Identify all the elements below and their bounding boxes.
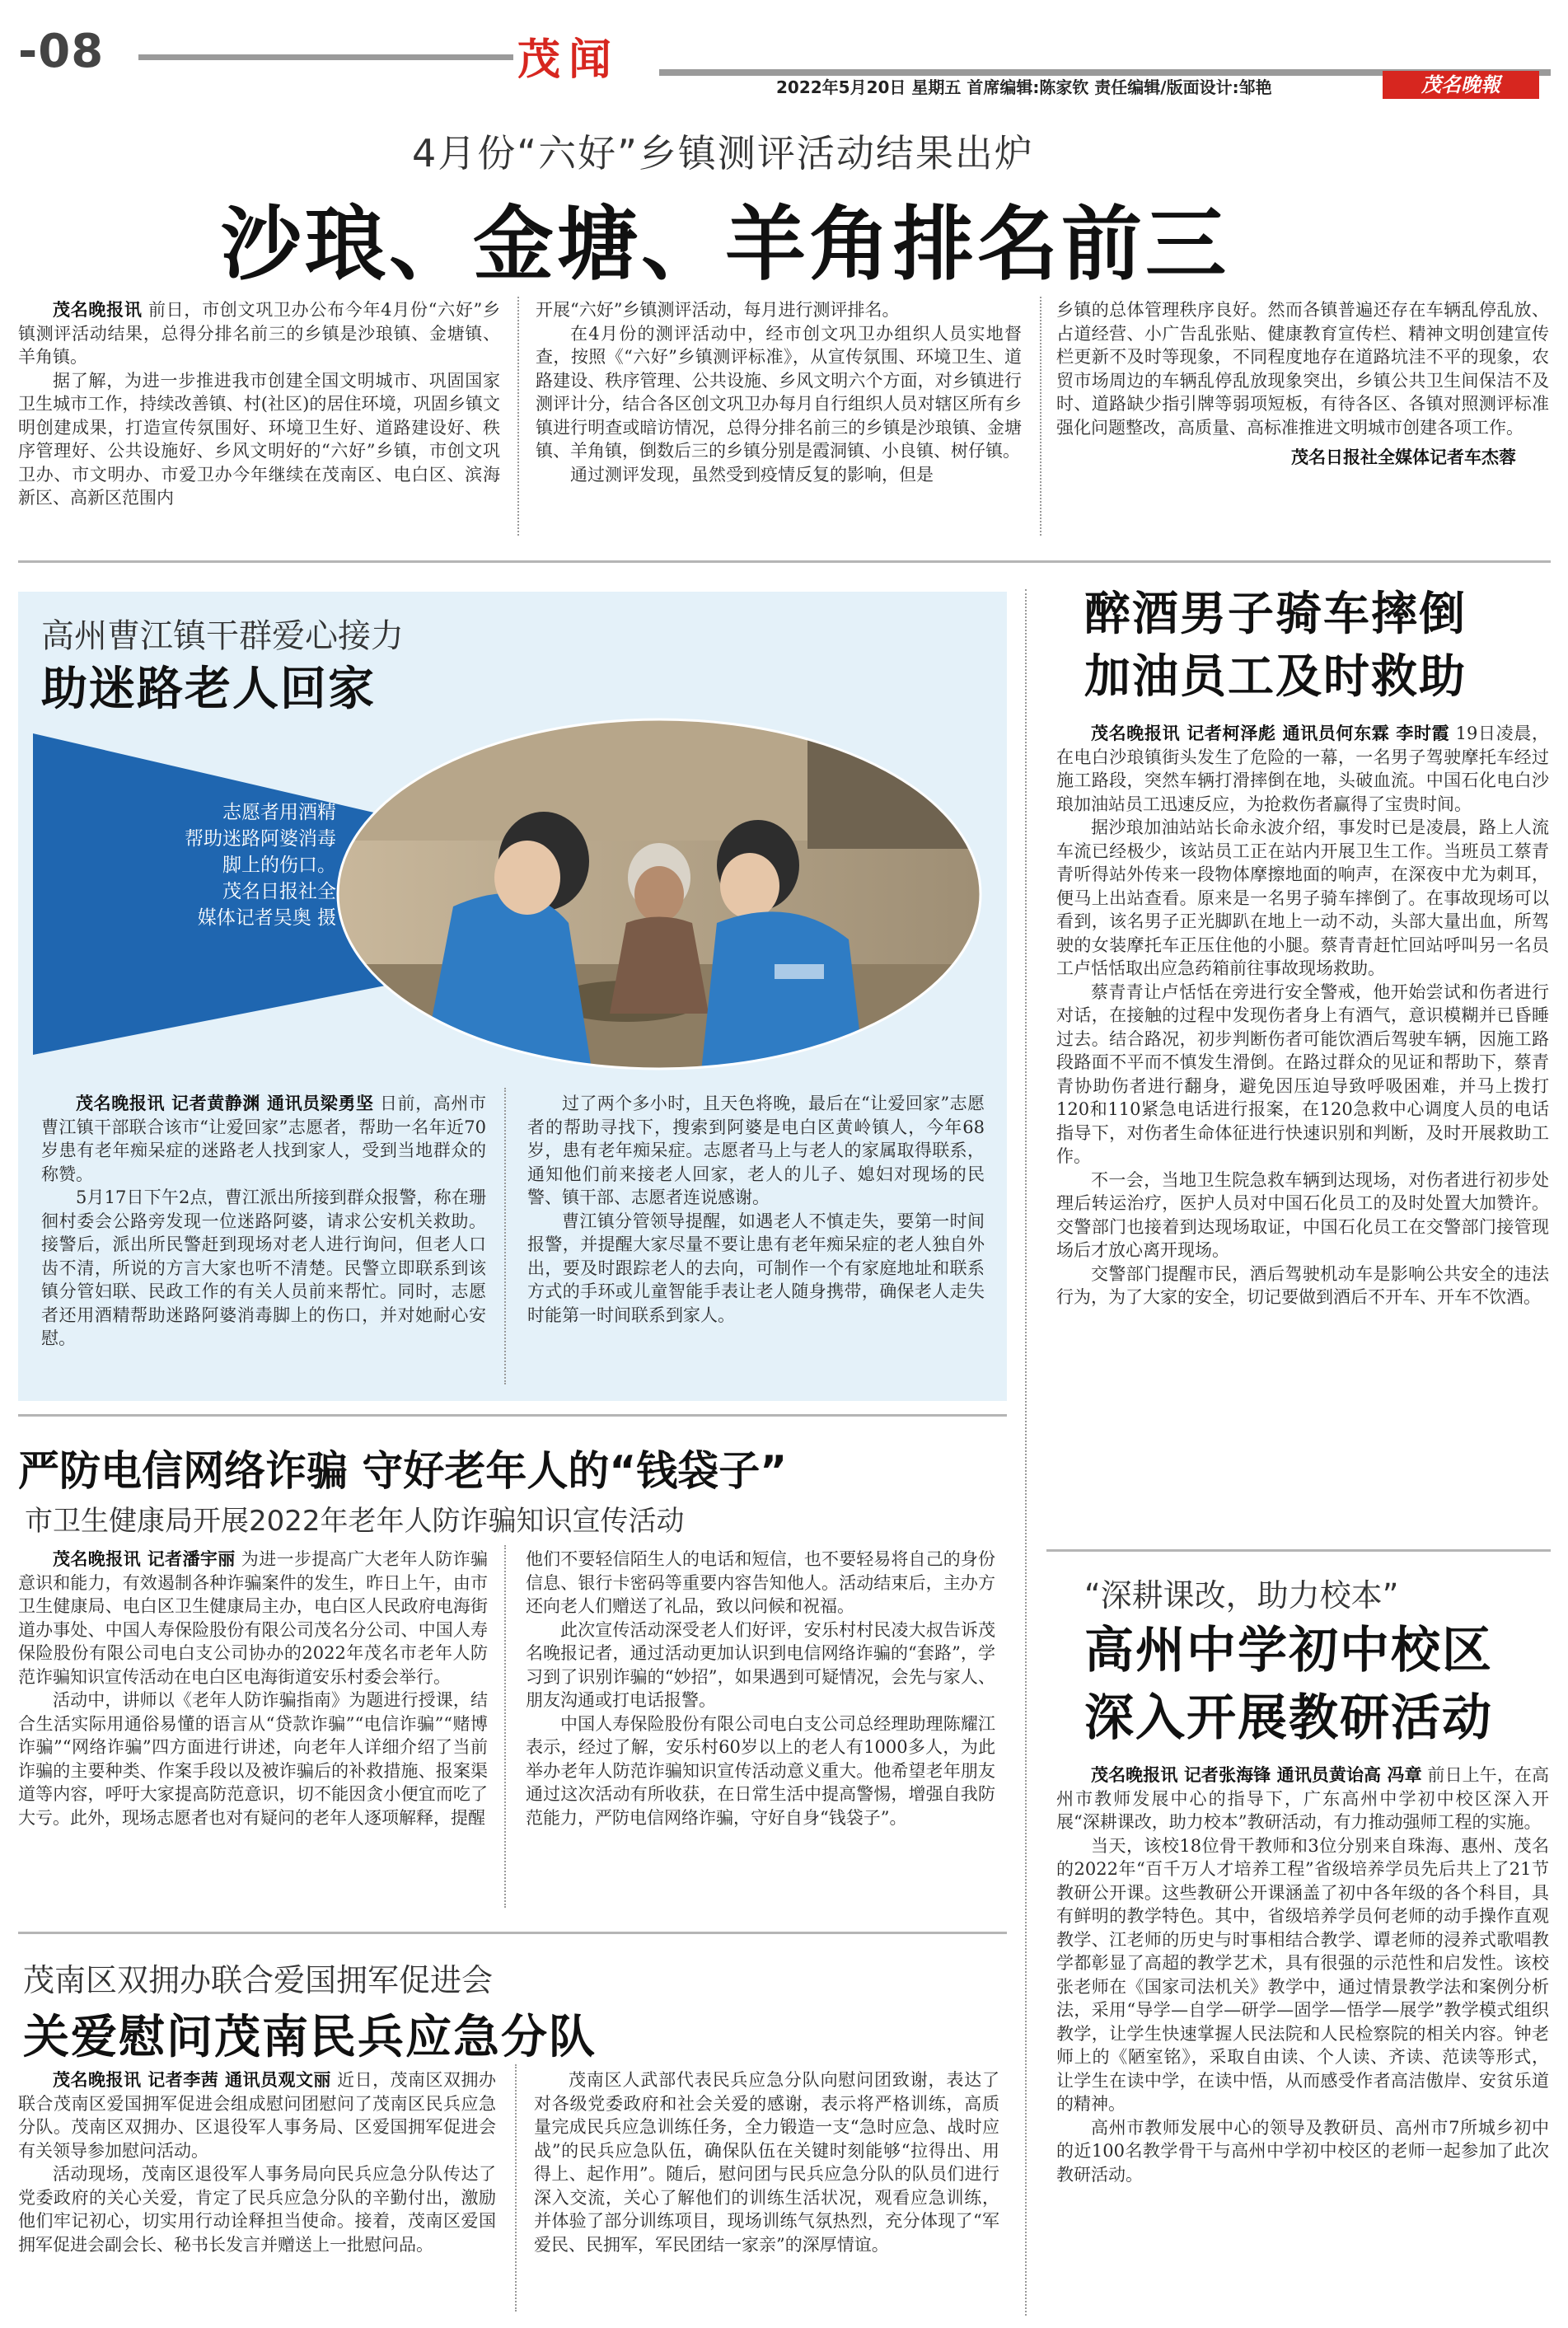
story1-paragraph: 开展“六好”乡镇测评活动，每月进行测评排名。 bbox=[536, 300, 900, 320]
story2-kicker: 高州曹江镇干群爱心接力 bbox=[41, 617, 404, 655]
newspaper-logo-text: 茂名晚報 bbox=[1421, 73, 1500, 96]
story1-paragraph: 乡镇的总体管理秩序良好。然而各镇普遍还存在车辆乱停乱放、占道经营、小广告乱张贴、健康教育宣传栏、精神文明创建宣传栏更新不及时等现象，不同程度地存在道路坑洼不平的现象，农贸市场周边的车辆乱停乱放现象突出，乡镇公共卫生间保洁不及时、道路缺少指引牌等弱项短板，有待各区、各镇对照测评标准强化问题整改，高质量、高标准推进文明城市创建各项工作。 bbox=[1056, 300, 1549, 438]
photo-caption-line: 帮助迷路阿婆消毒 bbox=[185, 828, 336, 850]
byline-tag: 茂名晚报讯 bbox=[53, 300, 143, 320]
story3-paragraph: 活动中，讲师以《老年人防诈骗指南》为题进行授课，结合生活实际用通俗易懂的语言从“贷款诈骗”“电信诈骗”“赌博诈骗”“网络诈骗”四方面进行讲述，向老年人详细介绍了当前诈骗的主要种类、作案手段以及被诈骗后的补救措施、报案渠道等内容，呼吁大家提高防范意识，切不能因贪小便宜而吃了大亏。此外，现场志愿者也对有疑问的老年人逐项解释，提醒 bbox=[18, 1690, 488, 1828]
story3-subhead: 市卫生健康局开展2022年老年人防诈骗知识宣传活动 bbox=[25, 1505, 685, 1538]
story6-paragraph: 当天，该校18位骨干教师和3位分别来自珠海、惠州、茂名的2022年“百千万人才培养工程”省级培养学员先后共上了21节教研公开课。这些教研公开课涵盖了初中各年级的各个科目，具有鲜明的教学特色。其中，省级培养学员何老师的动手操作直观教学、江老师的历史与时事相结合教学、谭老师的浸养式歌唱教学都彰显了高超的教学艺术，具有很强的示范性和启发性。该校张老师在《国家司法机关》教学中，通过情景教学法和案例分析法，采用“导学—自学—研学—固学—悟学—展学”教学模式组织教学，让学生快速掌握人民法院和人民检察院的相关内容。钟老师上的《陋室铭》，采取自由读、个人读、齐读、范读等形式，让学生在读中学，在读中悟，从而感受作者高洁傲岸、安贫乐道的精神。 bbox=[1056, 1835, 1549, 2114]
masthead-rule-left bbox=[138, 54, 513, 60]
newspaper-logo bbox=[1383, 71, 1539, 99]
story1-kicker: 4月份“六好”乡镇测评活动结果出炉 bbox=[412, 131, 1034, 176]
story6-body bbox=[1056, 1764, 1549, 2186]
story4-col2 bbox=[534, 2068, 999, 2256]
section-title: 茂闻 bbox=[517, 35, 620, 85]
story2-col1 bbox=[41, 1092, 486, 1351]
story2-paragraph: 过了两个多小时，且天色将晚，最后在“让爱回家”志愿者的帮助寻找下，搜索到阿婆是电白区黄岭镇人，今年68岁，患有老年痴呆症。志愿者马上与老人的家属取得联系，通知他们前来接老人回家，老人的儿子、媳妇对现场的民警、镇干部、志愿者连说感谢。 bbox=[527, 1094, 985, 1207]
story1-col3 bbox=[1056, 298, 1549, 470]
story1-col1 bbox=[18, 298, 500, 510]
story3-paragraph: 他们不要轻信陌生人的电话和短信，也不要轻易将自己的身份信息、银行卡密码等重要内容告知他人。活动结束后，主办方还向老人们赠送了礼品，致以问候和祝福。 bbox=[526, 1549, 995, 1616]
story5-headline bbox=[1084, 583, 1467, 709]
section-rule bbox=[1046, 1549, 1551, 1552]
story3-paragraph: 此次宣传活动深受老人们好评，安乐村村民凌大叔告诉茂名晚报记者，通过活动更加认识到电信网络诈骗的“套路”，学习到了识别诈骗的“妙招”，如果遇到可疑情况，会先与家人、朋友沟通或打电话报警。 bbox=[526, 1619, 995, 1710]
story4-headline: 关爱慰问茂南民兵应急分队 bbox=[23, 2011, 597, 2064]
section-rule bbox=[18, 1414, 1007, 1417]
column-divider bbox=[504, 1088, 506, 1384]
story5-headline-line: 加油员工及时救助 bbox=[1084, 650, 1467, 704]
story2-paragraph: 曹江镇分管领导提醒，如遇老人不慎走失，要第一时间报警，并提醒大家尽量不要让患有老年痴呆症的老人独自外出，要及时跟踪老人的去向，可制作一个有家庭地址和联系方式的手环或儿童智能手表让老人随身携带，确保老人走失时能第一时间联系到家人。 bbox=[527, 1211, 985, 1325]
column-divider bbox=[504, 1545, 506, 1908]
story1-paragraph: 在4月份的测评活动中，经市创文巩卫办组织人员实地督查，按照《“六好”乡镇测评标准》，从宣传氛围、环境卫生、道路建设、秩序管理、公共设施、乡风文明六个方面，对乡镇进行测评计分，结合各区创文巩卫办每月自行组织人员对辖区所有乡镇进行明查或暗访情况，总得分排名前三的乡镇是沙琅镇、金塘镇、羊角镇，倒数后三的乡镇分别是霞洞镇、小良镇、树仔镇。 bbox=[536, 323, 1022, 461]
photo-caption bbox=[122, 799, 336, 931]
story1-headline: 沙琅、金塘、羊角排名前三 bbox=[221, 198, 1230, 292]
story3-paragraph: 中国人寿保险股份有限公司电白支公司总经理助理陈耀江表示，经过了解，安乐村60岁以上的老人有1000多人，为此举办老年人防范诈骗知识宣传活动意义重大。他希望老年朋友通过这次活动有所收获，在日常生活中提高警惕，增强自我防范能力，严防电信网络诈骗，守好自身“钱袋子”。 bbox=[526, 1713, 995, 1828]
story2-paragraph: 5月17日下午2点，曹江派出所接到群众报警，称在珊徊村委会公路旁发现一位迷路阿婆，请求公安机关救助。接警后，派出所民警赶到现场对老人进行询问，但老人口齿不清，所说的方言大家也听不清楚。民警立即联系到该镇分管妇联、民政工作的有关人员前来帮忙。同时，志愿者还用酒精帮助迷路阿婆消毒脚上的伤口，并对她耐心安慰。 bbox=[41, 1187, 486, 1348]
story1-lead-text: 前日，市创文巩卫办公布今年4月份“六好”乡镇测评活动结果，总得分排名前三的乡镇是沙琅镇、金塘镇、羊角镇。 bbox=[18, 300, 500, 367]
story5-paragraph: 蔡青青让卢恬恬在旁进行安全警戒，他开始尝试和伤者进行对话，在接触的过程中发现伤者身上有酒气，意识模糊并已昏睡过去。结合路况，初步判断伤者可能饮酒后驾驶车辆，因施工路段路面不平而不慎发生滑倒。在路过群众的见证和帮助下，蔡青青协助伤者进行翻身，避免因压迫导致呼吸困难，并马上拨打120和110紧急电话进行报案，在120急救中心调度人员的电话指导下，对伤者生命体征进行快速识别和判断，及时开展救助工作。 bbox=[1056, 981, 1549, 1166]
story5-paragraph: 不一会，当地卫生院急救车辆到达现场，对伤者进行初步处理后转运治疗，医护人员对中国石化员工的及时处置大加赞许。交警部门也接着到达现场取证，中国石化员工在交警部门接管现场后才放心离开现场。 bbox=[1056, 1169, 1549, 1260]
story6-kicker: “深耕课改，助力校本” bbox=[1084, 1577, 1399, 1614]
story6-headline-line: 高州中学初中校区 bbox=[1084, 1622, 1493, 1679]
story3-lead: 茂名晚报讯 记者潘宇丽 为进一步提高广大老年人防诈骗意识和能力，有效遏制各种诈骗案件的发生，昨日上午，由市卫生健康局、电白区卫生健康局主办，电白区人民政府电海街道办事处、中国人寿保险股份有限公司茂名分公司、中国人寿保险股份有限公司电白支公司协办的2022年茂名市老年人防范诈骗知识宣传活动在电白区电海街道安乐村委会举行。 bbox=[18, 1549, 488, 1687]
page-number: -08 bbox=[18, 25, 105, 78]
column-divider bbox=[515, 2064, 517, 2312]
story6-headline-line: 深入开展教研活动 bbox=[1084, 1689, 1493, 1747]
story4-col1 bbox=[18, 2068, 496, 2256]
story4-lead: 茂名晚报讯 记者李茜 通讯员观文丽 近日，茂南区双拥办联合茂南区爱国拥军促进会组成慰问团慰问了茂南区民兵应急分队。茂南区双拥办、区退役军人事务局、区爱国拥军促进会有关领导参加慰问活动。 bbox=[18, 2070, 496, 2161]
story5-body bbox=[1056, 722, 1549, 1309]
story1-paragraph: 据了解，为进一步推进我市创建全国文明城市、巩固国家卫生城市工作，持续改善镇、村(社区)的居住环境，巩固乡镇文明创建成果，打造宣传氛围好、环境卫生好、道路建设好、秩序管理好、公共设施好、乡风文明好的“六好”乡镇，市创文巩卫办、市文明办、市爱卫办今年继续在茂南区、电白区、滨海新区、高新区范围内 bbox=[18, 370, 500, 508]
section-rule bbox=[18, 560, 1551, 563]
section-logo bbox=[517, 25, 658, 85]
story5-lead: 茂名晚报讯 记者柯泽彪 通讯员何东霖 李时霞 19日凌晨，在电白沙琅镇街头发生了危险的一幕，一名男子驾驶摩托车经过施工路段，突然车辆打滑摔倒在地，头破血流。中国石化电白沙琅加油站员工迅速反应，为抢救伤者赢得了宝贵时间。 bbox=[1056, 724, 1549, 814]
photo-caption-line: 媒体记者吴奥 摄 bbox=[197, 907, 336, 929]
story6-lead: 茂名晚报讯 记者张海锋 通讯员黄诒高 冯章 前日上午，在高州市教师发展中心的指导下，广东高州中学初中校区深入开展“深耕课改，助力校本”教研活动，有力推动强师工程的实施。 bbox=[1056, 1765, 1549, 1832]
story5-headline-line: 醉酒男子骑车摔倒 bbox=[1084, 588, 1467, 641]
story3-col2 bbox=[526, 1548, 995, 1829]
story3-headline: 严防电信网络诈骗 守好老年人的“钱袋子” bbox=[18, 1447, 788, 1495]
photo-caption-line: 志愿者用酒精 bbox=[222, 802, 336, 823]
column-divider bbox=[517, 297, 519, 536]
story3-col1 bbox=[18, 1548, 488, 1829]
story2-headline: 助迷路老人回家 bbox=[41, 663, 376, 716]
story5-paragraph: 交警部门提醒市民，酒后驾驶机动车是影响公共安全的违法行为，为了大家的安全，切记要做到酒后不开车、开车不饮酒。 bbox=[1056, 1263, 1549, 1307]
story5-paragraph: 据沙琅加油站站长命永波介绍，事发时已是凌晨，路上人流车流已经极少，该站员工正在站内开展卫生工作。当班员工蔡青青听得站外传来一段物体摩擦地面的响声，在深夜中尤为刺耳，便马上出站查看。原来是一名男子骑车摔倒了。在事故现场可以看到，该名男子正光脚趴在地上一动不动，头部大量出血，所驾驶的女装摩托车正压住他的小腿。蔡青青赶忙回站呼叫另一名员工卢恬恬取出应急药箱前往事故现场救助。 bbox=[1056, 817, 1549, 978]
story2-col2 bbox=[527, 1092, 985, 1327]
column-divider bbox=[1040, 297, 1041, 536]
story2-lead: 茂名晚报讯 记者黄静渊 通讯员梁勇坚 日前，高州市曹江镇干部联合该市“让爱回家”志愿者，帮助一名年近70岁患有老年痴呆症的迷路老人找到家人，受到当地群众的称赞。 bbox=[41, 1094, 486, 1184]
section-rule bbox=[18, 1932, 1007, 1934]
photo-caption-line: 脚上的伤口。 bbox=[222, 855, 336, 876]
story4-kicker: 茂南区双拥办联合爱国拥军促进会 bbox=[23, 1962, 494, 1998]
story4-paragraph: 活动现场，茂南区退役军人事务局向民兵应急分队传达了党委政府的关心关爱，肯定了民兵应急分队的辛勤付出，激励他们牢记初心，切实用行动诠释担当使命。接着，茂南区爱国拥军促进会副会长、秘书长发言并赠送上一批慰问品。 bbox=[18, 2164, 496, 2255]
story6-headline bbox=[1084, 1617, 1493, 1752]
photo-caption-line: 茂名日报社全 bbox=[222, 881, 336, 902]
story1-lead bbox=[18, 298, 500, 369]
story4-paragraph: 茂南区人武部代表民兵应急分队向慰问团致谢，表达了对各级党委政府和社会关爱的感谢，表示将严格训练，高质量完成民兵应急训练任务，全力锻造一支“急时应急、战时应战”的民兵应急队伍，确保队伍在关键时刻能够“拉得出、用得上、起作用”。随后，慰问团与民兵应急分队的队员们进行深入交流，关心了解他们的训练生活状况，观看应急训练，并体验了部分训练项目，现场训练气氛热烈，充分体现了“军爱民、民拥军，军民团结一家亲”的深厚情谊。 bbox=[534, 2070, 999, 2255]
masthead-info: 2022年5月20日 星期五 首席编辑:陈家钦 责任编辑/版面设计:邹艳 bbox=[776, 77, 1272, 97]
story1-byline: 茂名日报社全媒体记者车杰蓉 bbox=[1291, 447, 1516, 467]
story6-paragraph: 高州市教师发展中心的领导及教研员、高州市7所城乡初中的近100名教学骨干与高州中学初中校区的老师一起参加了此次教研活动。 bbox=[1056, 2117, 1549, 2185]
story1-paragraph: 通过测评发现，虽然受到疫情反复的影响，但是 bbox=[570, 464, 934, 485]
story1-col2 bbox=[536, 298, 1022, 486]
page-column-divider bbox=[1025, 589, 1027, 2316]
